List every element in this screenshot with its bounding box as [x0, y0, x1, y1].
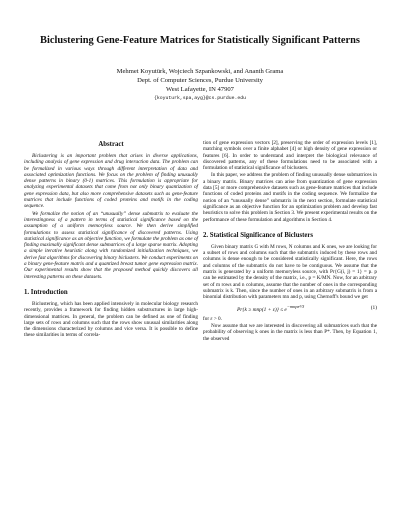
affiliation-city: West Lafayette, IN 47907 [166, 86, 234, 93]
author-emails: {koyuturk,spa,ayg}@cs.purdue.edu [153, 96, 247, 101]
abstract-paragraph-1: Biclustering is an important problem that arises in diverse applications, including analysis of gene expression and drug interaction data. The problem can be formalized in various ways through different interpretation of data and associated optimization functions. We focus on the problem of finding unusually dense patterns in binary (0-1) matrices. This formulation is appropriate for analyzing experimental datasets that come from not only binary quantization of gene expression data, but also more comprehensive datasets such as gene-feature matrices that include functions of coded proteins and motifs in the coding sequence. [24, 153, 198, 210]
introduction-heading: 1. Introduction [24, 288, 68, 296]
paper-title: Biclustering Gene-Feature Matrices for Statistically Significant Patterns [40, 35, 360, 46]
equation-1-exponent: −mnpε²/3 [286, 303, 305, 309]
abstract-body [24, 153, 198, 280]
introduction-paragraph-1: Biclustering, which has been applied intensively in molecular biology research recently, provides a framework for finding hidden substructures in large high-dimensional matrices. In general, the problem can be defined as one of finding large sets of rows and columns such that the rows show unusual similarities along the dimensions characterized by columns and vice versa. It is possible to define these similarities in terms of correla- [24, 300, 198, 339]
section-2-paragraph-2: for ε > 0. [203, 315, 222, 322]
section-2-paragraph-3: Now assume that we are interested in discovering all submatrices such that the probability of observing k ones in the matrix is less than P*. Then, by Equation 1, the observed [203, 322, 377, 342]
left-column [24, 140, 198, 340]
equation-1-number: (1) [370, 304, 377, 311]
right-column [203, 140, 377, 343]
equation-1 [203, 304, 377, 313]
author-names: Mehmet Koyutürk, Wojciech Szpankowski, and Ananth Grama [116, 68, 284, 75]
abstract-heading: Abstract [98, 141, 124, 148]
equation-1-body: $Pr\{k \ge mnp(1 + \varepsilon)\} \le e^{-mnp\varepsilon^2/3}$ [237, 303, 305, 313]
introduction-paragraph-continued: tion of gene expression vectors [2], preserving the order of expression levels [1], matching symbols over a finite alphabet [4] or high density of gene expression or features [6]. In order to understand and interpret the biological relevance of discovered patterns, any of these formulations need to be associated with a formulation of statistical significance of biclusters. [203, 140, 377, 172]
author-block [20, 67, 380, 103]
section-2-heading: 2. Statistical Significance of Biclusters [203, 231, 314, 239]
section-2-paragraph-1: Given binary matrix G with M rows, N columns and K ones, we are looking for a subset of rows and columns such that the submatrix induced by these rows and columns is dense enough to be considered statistically significant. Here, the rows and columns of the submatrix do not have to be contiguous. We assume that the matrix is generated by a uniform memoryless source, with Pr{G(i, j) = 1} = p. p can be estimated by the density of the matrix, i.e., p = K/MN. Now, for an arbitrary set of m rows and n columns, assume that the number of ones in the corresponding submatrix is k. Then, since the number of ones in an arbitrary submatrix is from a binomial distribution with parameters mn and p, using Chernoff's bound we get [203, 243, 377, 301]
abstract-paragraph-2: We formalize the notion of an “unusually” dense submatrix to evaluate the interestingness of a pattern in terms of statistical significance based on the assumption of a uniform memoryless source. We then derive simplified formulations to assess statistical significance of discovered patterns. Using statistical significance as an objective function, we formulate the problem as one of finding maximally significant dense submatrices of a large sparse matrix. Adopting a simple iterative heuristic along with randomized initialization techniques, we derive fast algorithms for discovering binary biclusters. We conduct experiments on a binary gene-feature matrix and a quantized breast tumor gene expression matrix. Our experimental results show that the proposed method quickly discovers all interesting patterns on these datasets. [24, 210, 198, 280]
affiliation-department: Dept. of Computer Sciences, Purdue University [137, 77, 263, 84]
introduction-paragraph-2: In this paper, we address the problem of finding unusually dense submatrices in a binary matrix. Binary matrices can arise from quantization of gene expression data [5] or more comprehensive datasets such as gene-feature matrices that include functions of coded proteins and motifs in the coding sequence. We formalize the notion of an “unusually dense” submatrix in the next section, formulate statistical significance as an objective function for an optimization problem and develop fast heuristics to solve this problem in Section 3. We present experimental results on the performance of these formulation and algorithms in Section 4. [203, 172, 377, 223]
